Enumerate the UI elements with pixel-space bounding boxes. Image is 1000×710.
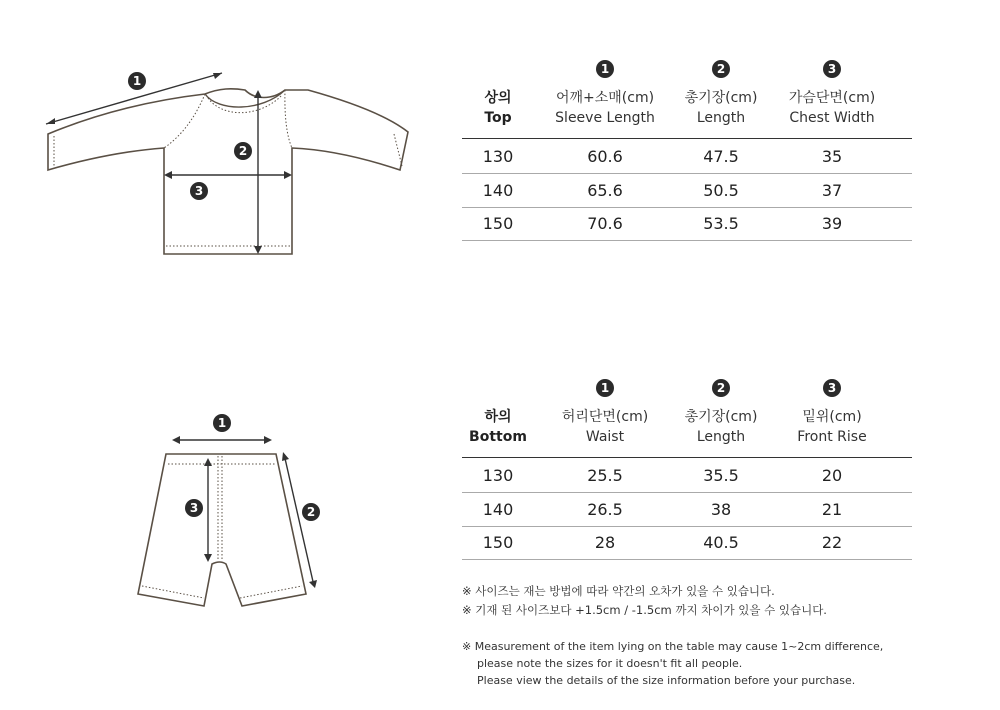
category-ko: 하의 bbox=[484, 409, 512, 425]
marker-2-badge: 2 bbox=[302, 503, 320, 521]
note-ko-2: ※ 기재 된 사이즈보다 +1.5cm / -1.5cm 까지 차이가 있을 수 있습니다. bbox=[462, 603, 827, 617]
top-garment-diagram bbox=[40, 60, 420, 270]
row2-v1: 65.6 bbox=[587, 181, 623, 200]
row1-v3: 35 bbox=[821, 147, 843, 166]
row3-size: 150 bbox=[482, 214, 514, 233]
header-col1 bbox=[540, 407, 670, 447]
bottom-size-table bbox=[462, 377, 912, 561]
row1-v1: 60.6 bbox=[587, 147, 623, 166]
header-divider bbox=[462, 138, 912, 139]
english-notes bbox=[462, 638, 883, 689]
row3-size: 150 bbox=[482, 533, 514, 552]
row1-v2: 35.5 bbox=[703, 466, 739, 485]
col2-en: Length bbox=[696, 429, 746, 445]
header-col3 bbox=[772, 88, 892, 128]
col3-en: Chest Width bbox=[789, 110, 875, 126]
row1-v3: 20 bbox=[821, 466, 843, 485]
header-category bbox=[462, 407, 534, 447]
marker-3-badge: 3 bbox=[185, 499, 203, 517]
row1-size: 130 bbox=[482, 466, 514, 485]
row3-v1: 70.6 bbox=[587, 214, 623, 233]
col2-ko: 총기장(cm) bbox=[684, 90, 758, 106]
col2-marker-icon: 2 bbox=[712, 379, 730, 397]
header-col3 bbox=[772, 407, 892, 447]
col3-marker-icon: 3 bbox=[823, 379, 841, 397]
row-divider bbox=[462, 559, 912, 560]
row2-size: 140 bbox=[482, 500, 514, 519]
row3-v2: 40.5 bbox=[703, 533, 739, 552]
row-divider bbox=[462, 492, 912, 493]
marker-1-badge: 1 bbox=[213, 414, 231, 432]
row1-size: 130 bbox=[482, 147, 514, 166]
row1-v2: 47.5 bbox=[703, 147, 739, 166]
marker-3-badge: 3 bbox=[190, 182, 208, 200]
col1-ko: 어깨+소매(cm) bbox=[555, 90, 655, 106]
col3-en: Front Rise bbox=[797, 429, 867, 445]
korean-notes bbox=[462, 582, 827, 620]
note-ko-1: ※ 사이즈는 재는 방법에 따라 약간의 오차가 있을 수 있습니다. bbox=[462, 584, 775, 598]
col2-en: Length bbox=[696, 110, 746, 126]
header-col2 bbox=[666, 407, 776, 447]
marker-2-badge: 2 bbox=[234, 142, 252, 160]
row-divider bbox=[462, 173, 912, 174]
col3-ko: 가슴단면(cm) bbox=[788, 90, 876, 106]
category-en: Top bbox=[484, 110, 512, 126]
note-en-3: Please view the details of the size information before your purchase. bbox=[477, 674, 856, 687]
col1-ko: 허리단면(cm) bbox=[561, 409, 649, 425]
row3-v3: 39 bbox=[821, 214, 843, 233]
row3-v1: 28 bbox=[594, 533, 616, 552]
col1-en: Sleeve Length bbox=[555, 110, 655, 126]
col3-marker-icon: 3 bbox=[823, 60, 841, 78]
row2-v3: 37 bbox=[821, 181, 843, 200]
header-col1 bbox=[540, 88, 670, 128]
row-divider bbox=[462, 526, 912, 527]
col1-marker-icon: 1 bbox=[596, 379, 614, 397]
header-col2 bbox=[666, 88, 776, 128]
bottom-garment-diagram bbox=[130, 410, 340, 620]
col1-marker-icon: 1 bbox=[596, 60, 614, 78]
top-size-table bbox=[462, 58, 912, 242]
row2-v3: 21 bbox=[821, 500, 843, 519]
marker-1-badge: 1 bbox=[128, 72, 146, 90]
row-divider bbox=[462, 240, 912, 241]
row2-v2: 38 bbox=[710, 500, 732, 519]
category-en: Bottom bbox=[469, 429, 527, 445]
col1-en: Waist bbox=[585, 429, 625, 445]
row3-v3: 22 bbox=[821, 533, 843, 552]
col2-marker-icon: 2 bbox=[712, 60, 730, 78]
col2-ko: 총기장(cm) bbox=[684, 409, 758, 425]
sweater-illustration bbox=[40, 60, 420, 270]
row2-v2: 50.5 bbox=[703, 181, 739, 200]
row2-v1: 26.5 bbox=[587, 500, 623, 519]
header-category bbox=[462, 88, 534, 128]
header-divider bbox=[462, 457, 912, 458]
row3-v2: 53.5 bbox=[703, 214, 739, 233]
col3-ko: 밑위(cm) bbox=[802, 409, 862, 425]
row1-v1: 25.5 bbox=[587, 466, 623, 485]
row2-size: 140 bbox=[482, 181, 514, 200]
category-ko: 상의 bbox=[484, 90, 512, 106]
note-en-1: ※ Measurement of the item lying on the table may cause 1~2cm difference, bbox=[462, 640, 884, 653]
note-en-2: please note the sizes for it doesn't fit all people. bbox=[477, 657, 743, 670]
row-divider bbox=[462, 207, 912, 208]
